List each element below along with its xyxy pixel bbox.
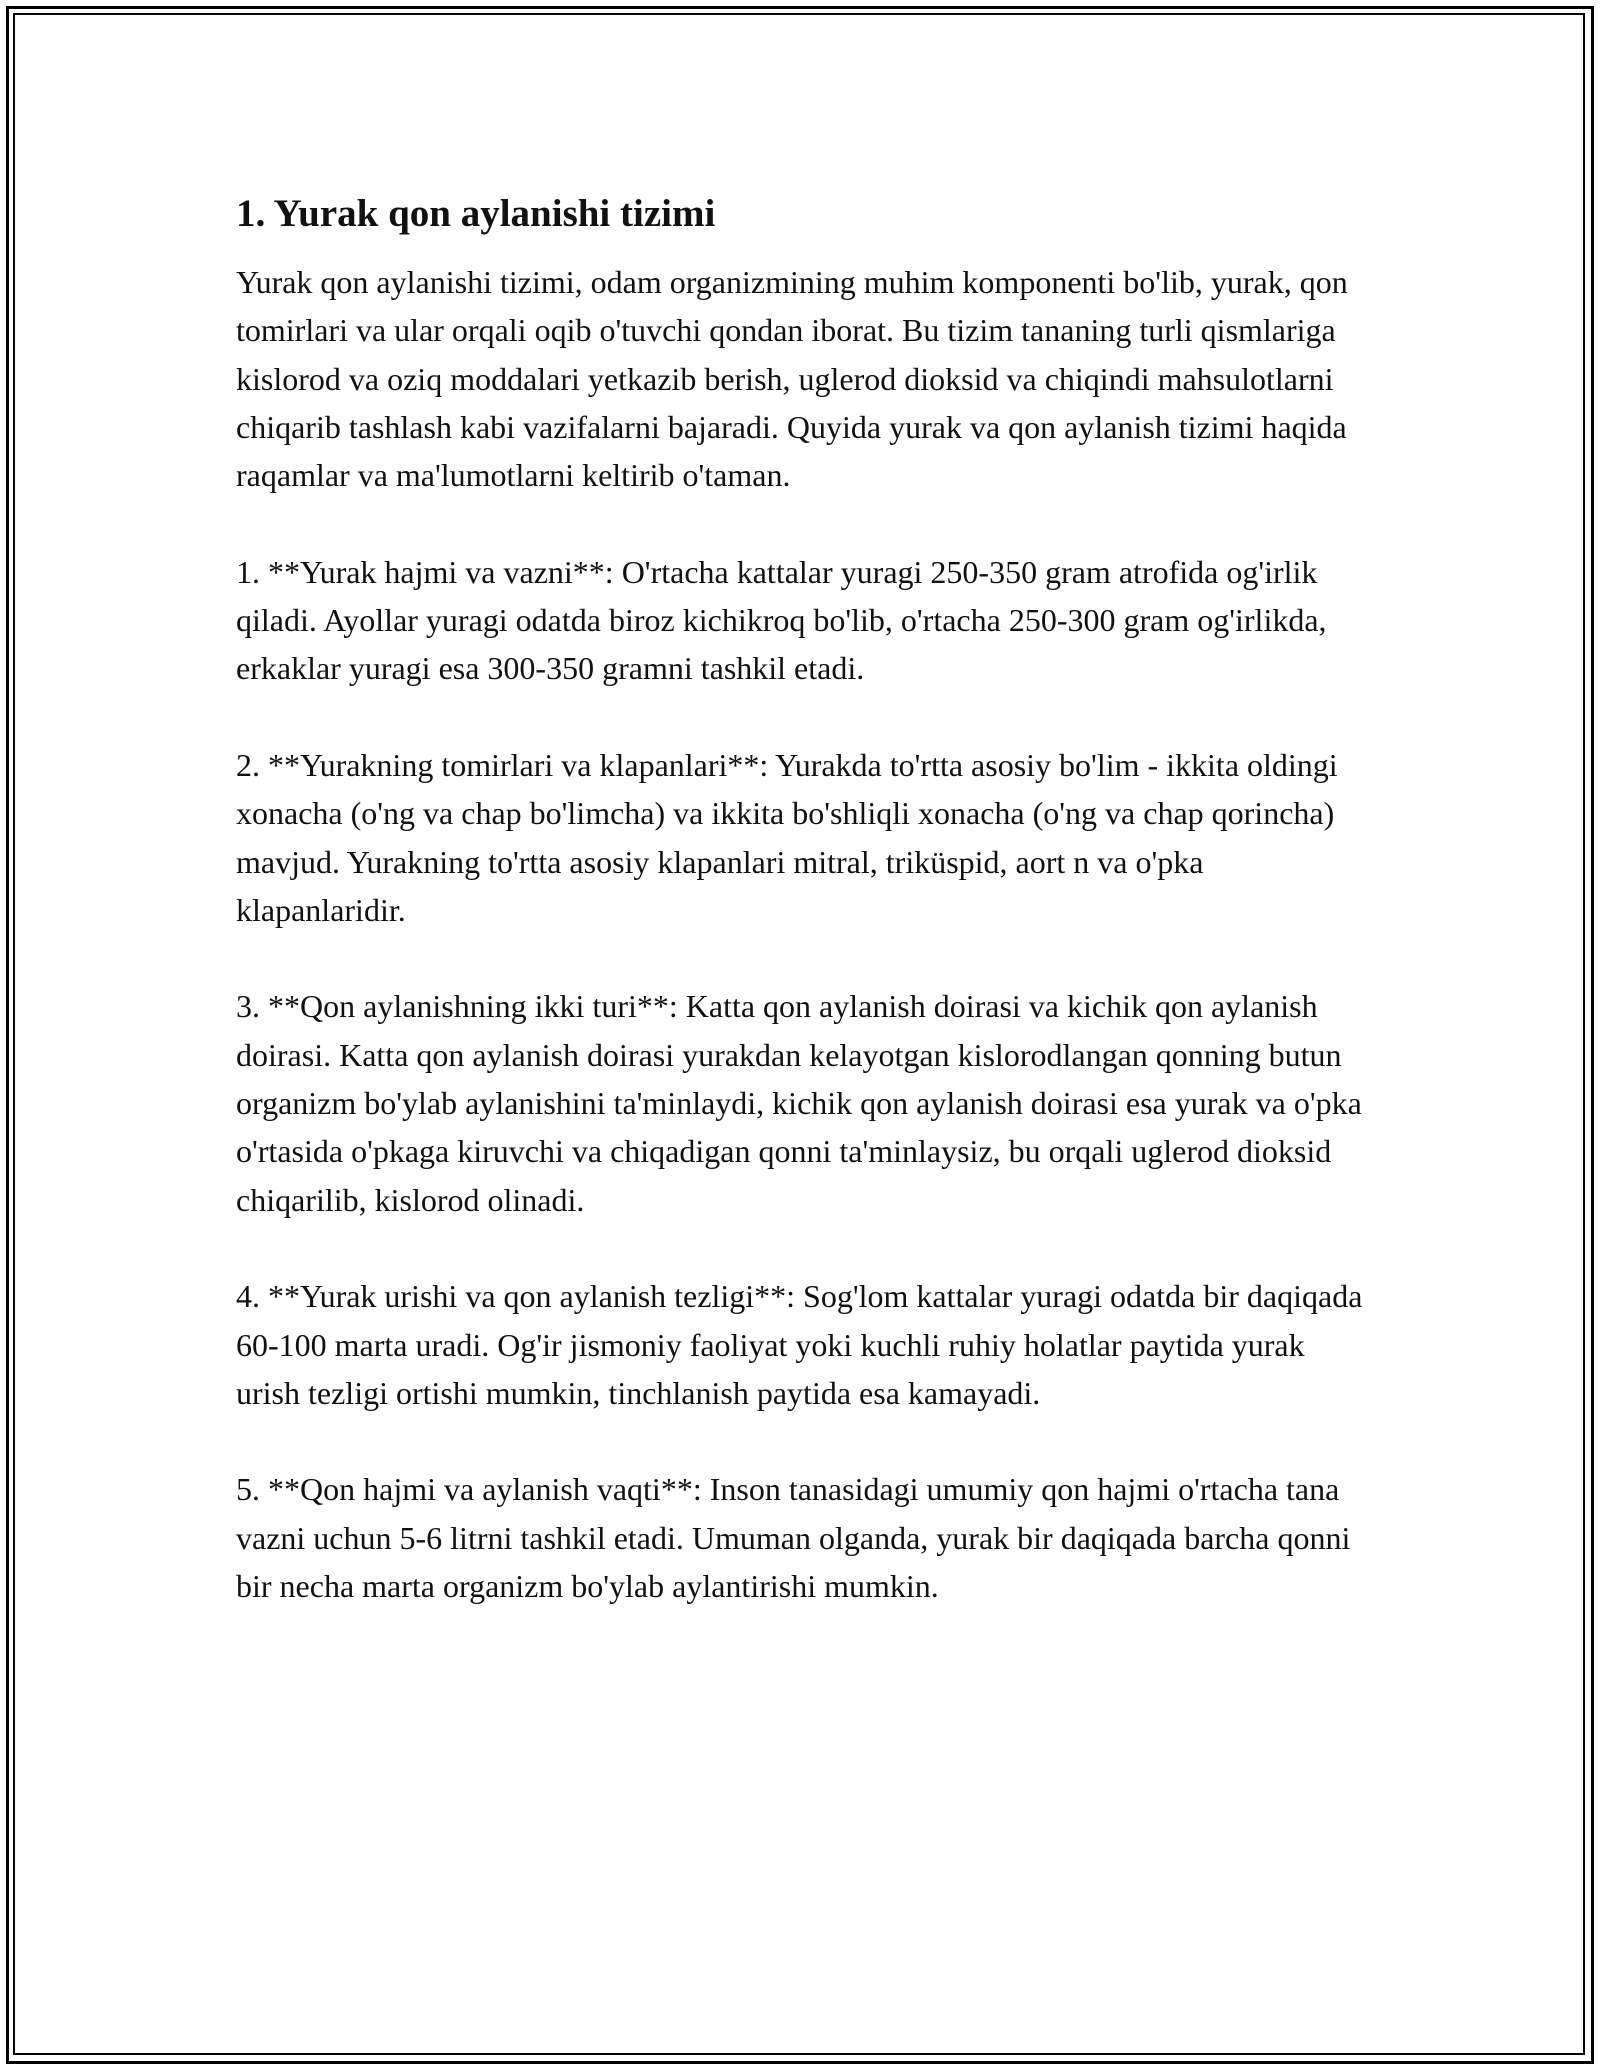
intro-paragraph: Yurak qon aylanishi tizimi, odam organizmining muhim komponenti bo'lib, yurak, qon tomirlari va ular orqali oqib o'tuvchi qondan iborat. Bu tizim tananing turli qismlariga kislorod va oziq moddalari yetkazib berish, uglerod dioksid va chiqindi mahsulotlarni chiqarib tashlash kabi vazifalarni bajaradi. Quyida yurak va qon aylanish tizimi haqida raqamlar va ma'lumotlarni keltirib o'taman. <box>236 264 1348 494</box>
document-title: 1. Yurak qon aylanishi tizimi <box>236 192 716 235</box>
paragraph-heart-size: 1. **Yurak hajmi va vazni**: O'rtacha kattalar yuragi 250-350 gram atrofida og'irlik qiladi. Ayollar yuragi odatda biroz kichikroq bo'lib, o'rtacha 250-300 gram og'irlikda, erkaklar yuragi esa 300-350 gramni tashkil etadi. <box>236 553 1327 687</box>
paragraph-heart-rate: 4. **Yurak urishi va qon aylanish tezligi**: Sog'lom kattalar yuragi odatda bir daqiqada 60-100 marta uradi. Og'ir jismoniy faoliyat yoki kuchli ruhiy holatlar paytida yurak urish tezligi ortishi mumkin, tinchlanish paytida esa kamayadi. <box>236 1278 1363 1411</box>
paragraph-heart-valves: 2. **Yurakning tomirlari va klapanlari**: Yurakda to'rtta asosiy bo'lim - ikkita oldingi xonacha (o'ng va chap bo'limcha) va ikkita bo'shliqli xonacha (o'ng va chap qorincha) mavjud. Yurakning to'rtta asosiy klapanlari mitral, triküspid, aort n va o'pka klapanlaridir. <box>236 746 1338 928</box>
paragraph-circulation-types: 3. **Qon aylanishning ikki turi**: Katta qon aylanish doirasi va kichik qon aylanish doirasi. Katta qon aylanish doirasi yurakdan kelayotgan kislorodlangan qonning butun organizm bo'ylab aylanishini ta'minlaydi, kichik qon aylanish doirasi esa yurak va o'pka o'rtasida o'pkaga kiruvchi va chiqadigan qonni ta'minlaysiz, bu orqali uglerod dioksid chiqarilib, kislorod olinadi. <box>236 988 1362 1218</box>
document-body <box>236 188 1376 1659</box>
paragraph-blood-volume: 5. **Qon hajmi va aylanish vaqti**: Inson tanasidagi umumiy qon hajmi o'rtacha tana vazni uchun 5-6 litrni tashkil etadi. Umuman olganda, yurak bir daqiqada barcha qonni bir necha marta organizm bo'ylab aylantirishi mumkin. <box>236 1471 1351 1605</box>
